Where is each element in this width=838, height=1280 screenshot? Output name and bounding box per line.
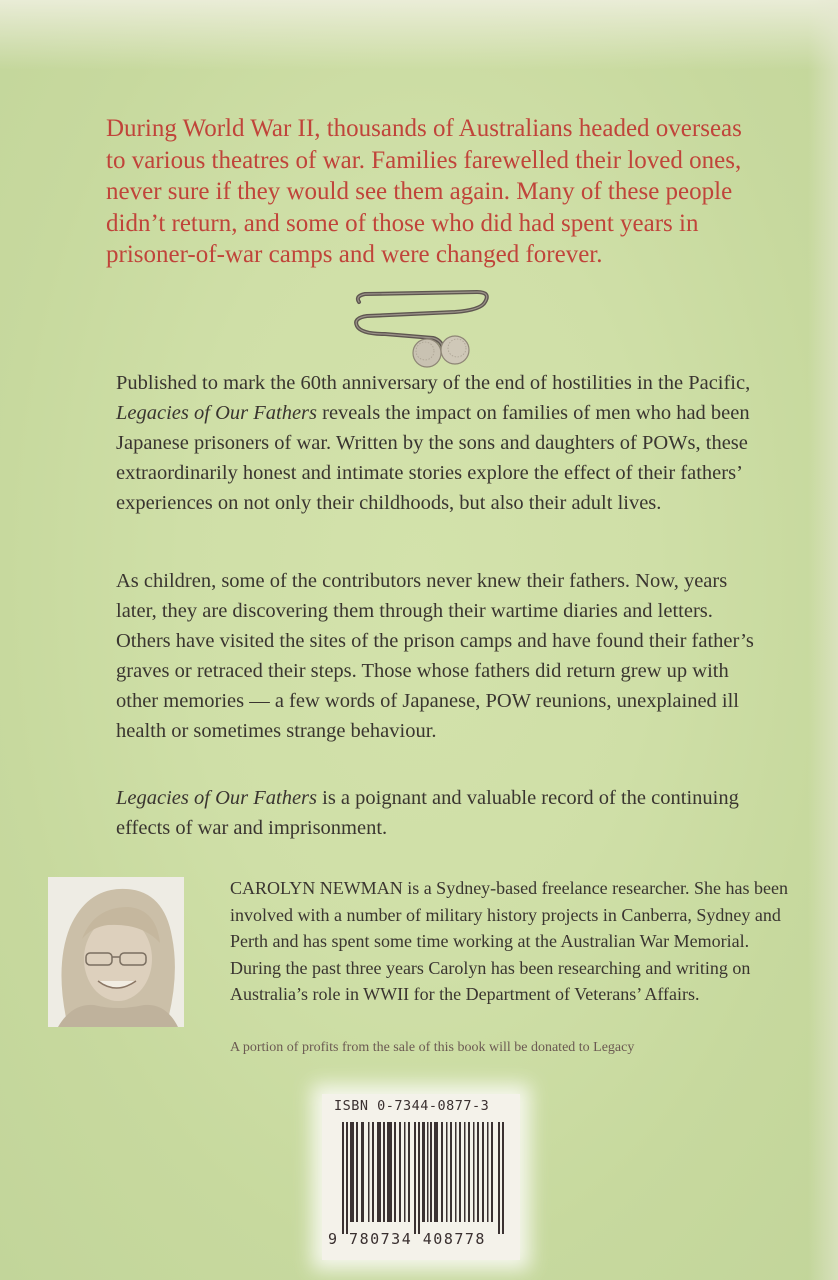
blurb-text: reveals the impact on families of men who had been Japanese prisoners of war. Written by the sons and daughters of POWs, these extraordinarily honest and intimate stories explore the effect of their fathers’ experiences on not only their childhoods, but also their adult lives. xyxy=(116,402,750,514)
right-edge-fade xyxy=(808,0,838,1280)
barcode-icon xyxy=(342,1122,506,1234)
blurb-text: is a poignant and valuable record of the continuing effects of war and imprisonment. xyxy=(116,787,739,839)
blurb-paragraph-1 xyxy=(116,368,766,518)
blurb-paragraph-2: As children, some of the contributors never knew their fathers. Now, years later, they are discovering them through their wartime diaries and letters. Others have visited the sites of the prison camps and have found their father’s graves or retraced their steps. Those whose fathers did return grew up with other memories — a few words of Japanese, POW reunions, unexplained ill health or sometimes strange behaviour. xyxy=(116,570,754,742)
top-fade xyxy=(0,0,838,70)
blurb-text: Published to mark the 60th anniversary of the end of hostilities in the Pacific, xyxy=(116,372,751,394)
author-portrait-icon xyxy=(48,877,184,1027)
ean-number: 9 780734 408778 xyxy=(328,1230,486,1248)
book-title-italic: Legacies of Our Fathers xyxy=(116,402,317,424)
intro-paragraph: During World War II, thousands of Australians headed overseas to various theatres of war. Families farewelled their loved ones, never sure if they would see them again. Many of these people didn’t return, and some of those who did had spent years in prisoner-of-war camps and were changed forever. xyxy=(106,115,742,268)
dog-tags-icon xyxy=(345,278,515,368)
blurb-paragraph-3 xyxy=(116,783,766,843)
author-photo xyxy=(48,877,184,1027)
author-bio: CAROLYN NEWMAN is a Sydney-based freelance researcher. She has been involved with a number of military history projects in Canberra, Sydney and Perth and has spent some time working at the Australian War Memorial. During the past three years Carolyn has been researching and writing on Australia’s role in WWII for the Department of Veterans’ Affairs. xyxy=(230,878,789,1004)
isbn-barcode-panel xyxy=(322,1094,520,1260)
book-title-italic: Legacies of Our Fathers xyxy=(116,787,317,809)
charity-note: A portion of profits from the sale of this book will be donated to Legacy xyxy=(230,1040,635,1055)
isbn-label: ISBN 0-7344-0877-3 xyxy=(334,1098,490,1114)
